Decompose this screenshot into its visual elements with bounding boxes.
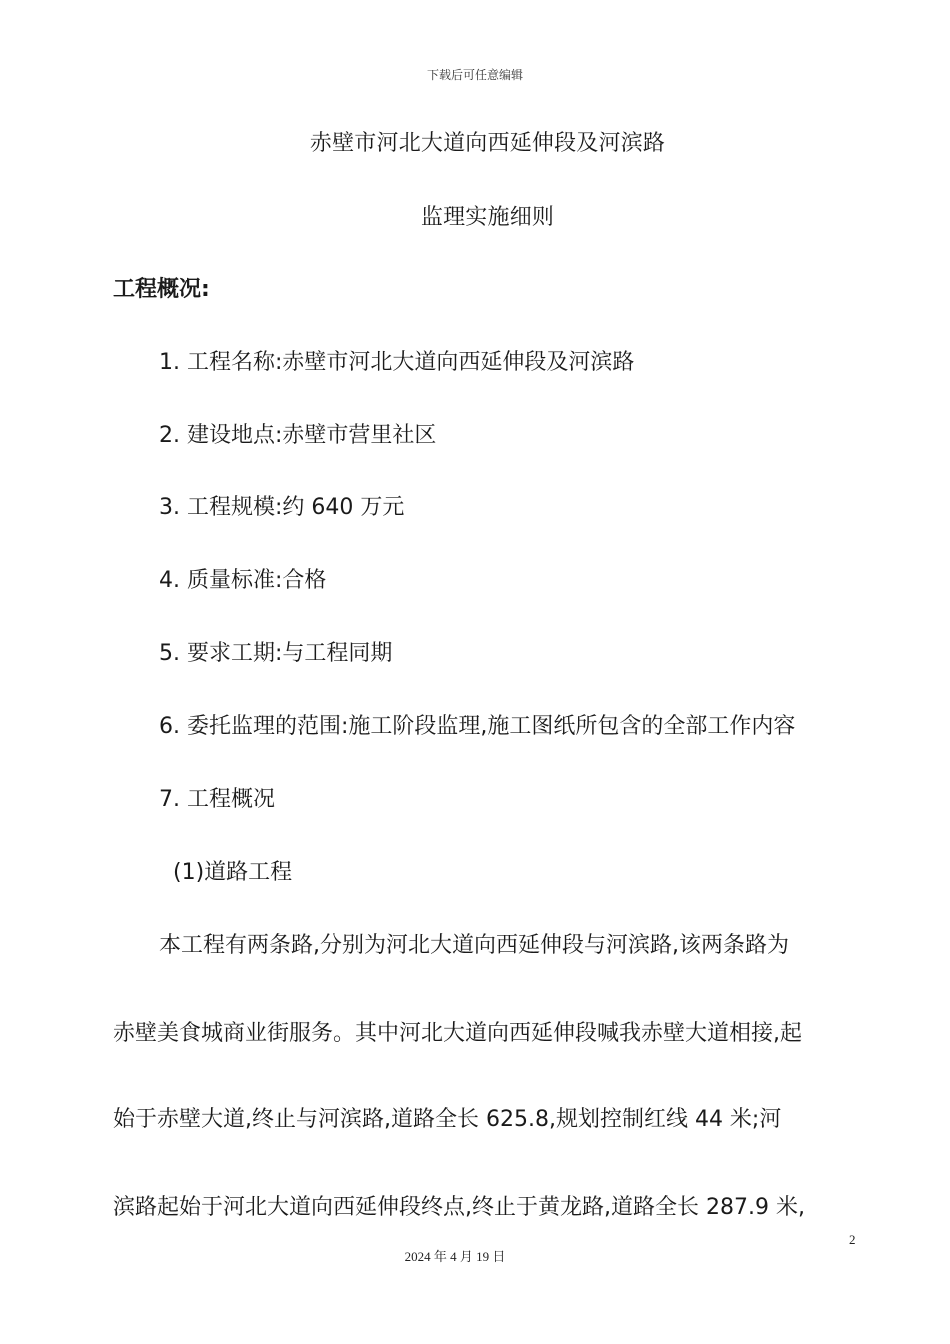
paragraph-line: 本工程有两条路,分别为河北大道向西延伸段与河滨路,该两条路为 <box>159 933 789 958</box>
paragraph-line: 赤壁美食城商业街服务。其中河北大道向西延伸段喊我赤壁大道相接,起 <box>113 1021 802 1046</box>
section-heading: 工程概况: <box>113 277 210 302</box>
paragraph-line: 始于赤壁大道,终止与河滨路,道路全长 625.8,规划控制红线 44 米;河 <box>113 1107 782 1132</box>
header-note: 下载后可任意编辑 <box>426 68 523 82</box>
list-item: 4. 质量标准:合格 <box>159 568 327 593</box>
list-item: 7. 工程概况 <box>159 787 275 812</box>
list-item: 3. 工程规模:约 640 万元 <box>159 495 405 520</box>
list-item: 6. 委托监理的范围:施工阶段监理,施工图纸所包含的全部工作内容 <box>159 714 796 739</box>
page-number: 2 <box>849 1232 856 1247</box>
list-item: 2. 建设地点:赤壁市营里社区 <box>159 423 437 448</box>
document-title-line-2: 监理实施细则 <box>420 205 555 230</box>
footer-date: 2024 年 4 月 19 日 <box>404 1249 506 1264</box>
list-item: 1. 工程名称:赤壁市河北大道向西延伸段及河滨路 <box>159 350 635 375</box>
sub-item: (1)道路工程 <box>173 860 293 885</box>
document-title-line-1: 赤壁市河北大道向西延伸段及河滨路 <box>309 131 666 156</box>
paragraph-line: 滨路起始于河北大道向西延伸段终点,终止于黄龙路,道路全长 287.9 米, <box>113 1195 805 1220</box>
list-item: 5. 要求工期:与工程同期 <box>159 641 393 666</box>
